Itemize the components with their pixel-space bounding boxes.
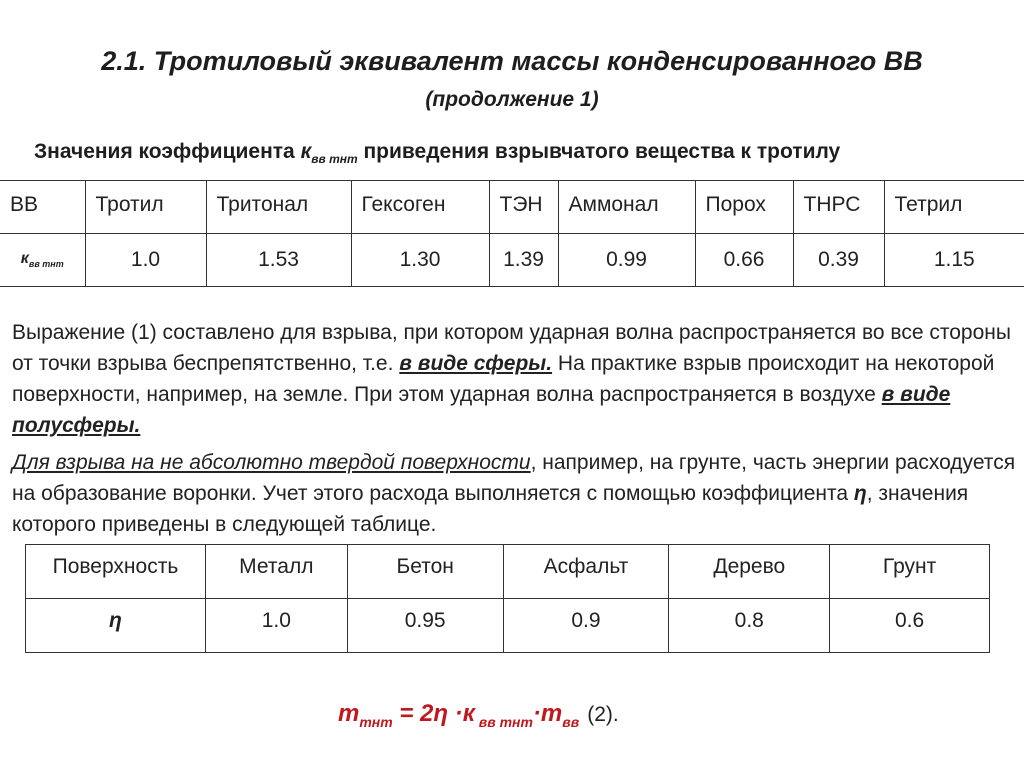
- paragraph-sphere: [12, 317, 1017, 441]
- formula-lhs: m: [338, 700, 360, 727]
- table-header-cell: Бетон: [347, 545, 503, 599]
- page-subtitle: (продолжение 1): [425, 88, 599, 111]
- table-header-cell: Порох: [695, 181, 793, 234]
- table-value-cell: 1.39: [489, 234, 558, 287]
- table-header-cell: Тритонал: [206, 181, 351, 234]
- table-value-cell: 0.8: [669, 599, 830, 653]
- paragraph-text: Выражение (1) составлено для взрыва, при котором ударная волна распространяется во все стороны от точки взрыва беспрепятственно, т.е.: [12, 321, 1011, 375]
- table-value-cell: 0.99: [558, 234, 695, 287]
- table-row: [0, 181, 1024, 234]
- table-header-cell: ТЭН: [489, 181, 558, 234]
- paragraph-text: , например, на грунте, часть энергии расходуется на образование воронки. Учет этого расхода выполняется с помощью коэффициента: [12, 451, 1016, 505]
- caption-symbol: к: [300, 140, 312, 163]
- underlined-phrase: Для взрыва на не абсолютно твердой поверхности: [12, 451, 531, 474]
- table-header-cell: Тетрил: [884, 181, 1024, 234]
- paragraph-text: , значения которого приведены в следующей таблице.: [12, 482, 969, 536]
- table-header-cell: Аммонал: [558, 181, 695, 234]
- row-symbol-cell: η: [26, 599, 206, 653]
- table-header-cell: Грунт: [830, 545, 990, 599]
- formula-number: (2).: [587, 703, 619, 726]
- caption-symbol-sub: вв тнт: [311, 152, 358, 167]
- table-header-cell: Дерево: [669, 545, 830, 599]
- page-title: 2.1. Тротиловый эквивалент массы конденсированного ВВ: [101, 46, 923, 76]
- table-header-cell: ВВ: [0, 181, 85, 234]
- table-value-cell: 0.95: [347, 599, 503, 653]
- table-header-cell: Асфальт: [503, 545, 669, 599]
- table-value-cell: 1.30: [351, 234, 489, 287]
- paragraph-text: На практике взрыв происходит на некоторой поверхности, например, на земле. При этом ударная волна распространяется в воздухе: [12, 352, 995, 406]
- row-symbol-cell: [0, 234, 85, 287]
- table-value-cell: 1.53: [206, 234, 351, 287]
- table-header-cell: Поверхность: [26, 545, 206, 599]
- paragraph-surface: [12, 447, 1017, 540]
- explosive-coefficient-table: [0, 180, 1024, 287]
- table-header-cell: ТНРС: [793, 181, 884, 234]
- emphasis-hemisphere: в виде полусферы.: [12, 383, 951, 437]
- table-value-cell: 1.0: [205, 599, 347, 653]
- table-value-cell: 1.0: [85, 234, 206, 287]
- table-value-cell: 1.15: [884, 234, 1024, 287]
- surface-coefficient-table: [25, 544, 990, 653]
- table-row: [26, 545, 990, 599]
- formula-2: [338, 700, 619, 730]
- table-row: [0, 234, 1024, 287]
- emphasis-sphere: в виде сферы.: [399, 352, 553, 375]
- formula-eq: = 2η ·к: [392, 700, 475, 727]
- caption-prefix: Значения коэффициента: [34, 140, 301, 163]
- table-header-cell: Гексоген: [351, 181, 489, 234]
- formula-lhs-sub: тнт: [359, 713, 393, 730]
- row-symbol-sub: вв тнт: [28, 259, 64, 270]
- table-value-cell: 0.6: [830, 599, 990, 653]
- table1-caption: [34, 140, 840, 166]
- table-value-cell: 0.66: [695, 234, 793, 287]
- table-header-cell: Металл: [205, 545, 347, 599]
- table-row: [26, 599, 990, 653]
- row-symbol: к: [20, 250, 29, 268]
- formula-k-sub: вв тнт: [474, 713, 533, 730]
- table-header-cell: Тротил: [85, 181, 206, 234]
- formula-dot-m: ·m: [532, 700, 563, 727]
- table-value-cell: 0.9: [503, 599, 669, 653]
- caption-suffix: приведения взрывчатого вещества к тротилу: [357, 140, 841, 163]
- formula-m-sub: вв: [562, 713, 580, 730]
- table-value-cell: 0.39: [793, 234, 884, 287]
- eta-symbol: η: [853, 482, 867, 505]
